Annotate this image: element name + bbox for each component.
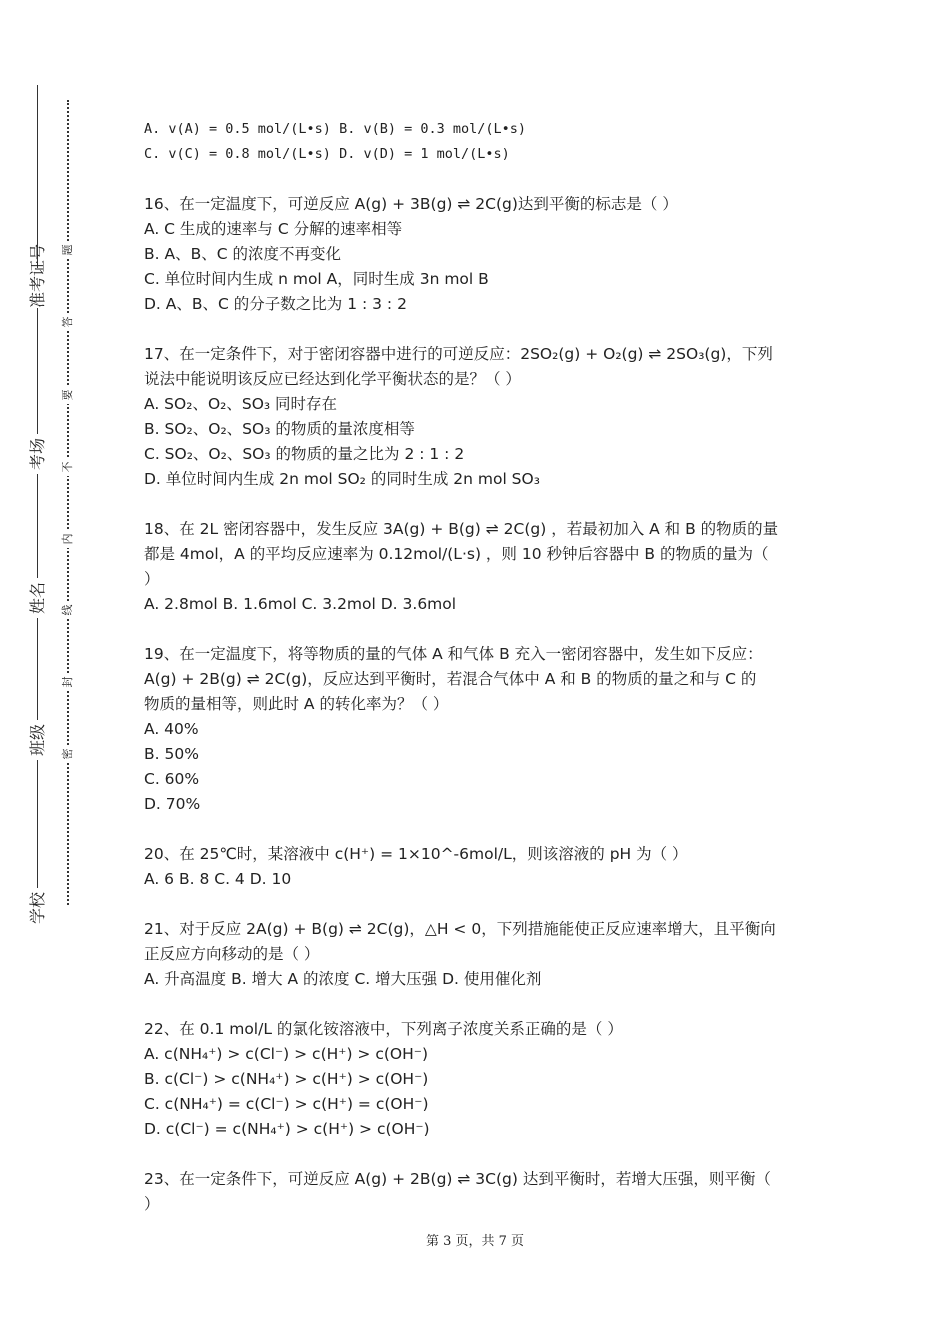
q16-option-d: D. A、B、C 的分子数之比为 1 : 3 : 2 — [144, 295, 407, 313]
q19-option-a: A. 40% — [144, 720, 199, 738]
q22-option-b: B. c(Cl⁻) > c(NH₄⁺) > c(H⁺) > c(OH⁻) — [144, 1070, 429, 1088]
q15-options-ab: A. v(A) = 0.5 mol/(L•s) B. v(B) = 0.3 mol/(L•s) — [144, 121, 527, 137]
binding-solid-line — [37, 85, 38, 920]
q17-option-a: A. SO₂、O₂、SO₃ 同时存在 — [144, 395, 338, 413]
q18-options: A. 2.8mol B. 1.6mol C. 3.2mol D. 3.6mol — [144, 595, 457, 613]
seal-char: 题 — [61, 241, 75, 259]
q22-stem: 22、在 0.1 mol/L 的氯化铵溶液中，下列离子浓度关系正确的是（ ） — [144, 1020, 623, 1038]
q19-option-d: D. 70% — [144, 795, 201, 813]
question-content — [144, 117, 814, 1217]
seal-char: 线 — [61, 601, 75, 619]
q16-option-a: A. C 生成的速率与 C 分解的速率相等 — [144, 220, 403, 238]
q22-option-d: D. c(Cl⁻) = c(NH₄⁺) > c(H⁺) > c(OH⁻) — [144, 1120, 430, 1138]
q21-options: A. 升高温度 B. 增大 A 的浓度 C. 增大压强 D. 使用催化剂 — [144, 970, 542, 988]
q15-options-cd: C. v(C) = 0.8 mol/(L•s) D. v(D) = 1 mol/(L•s) — [144, 146, 510, 162]
q19-option-b: B. 50% — [144, 745, 199, 763]
q21-stem: 21、对于反应 2A(g) + B(g) ⇌ 2C(g)，△H < 0，下列措施能使正反应速率增大，且平衡向 — [144, 920, 776, 938]
q18-stem-end: ） — [144, 570, 160, 588]
q16-option-b: B. A、B、C 的浓度不再变化 — [144, 245, 341, 263]
q17-option-b: B. SO₂、O₂、SO₃ 的物质的量浓度相等 — [144, 420, 415, 438]
name-label: 姓名 — [28, 578, 48, 618]
q22-option-c: C. c(NH₄⁺) = c(Cl⁻) > c(H⁺) = c(OH⁻) — [144, 1095, 429, 1113]
q19-stem: 19、在一定温度下，将等物质的量的气体 A 和气体 B 充入一密闭容器中，发生如下反应： — [144, 645, 763, 663]
q20-options: A. 6 B. 8 C. 4 D. 10 — [144, 870, 292, 888]
class-label: 班级 — [28, 720, 48, 760]
q18-stem: 18、在 2L 密闭容器中，发生反应 3A(g) + B(g) ⇌ 2C(g) ，若最初加入 A 和 B 的物质的量 — [144, 520, 779, 538]
q17-option-c: C. SO₂、O₂、SO₃ 的物质的量之比为 2 : 1 : 2 — [144, 445, 465, 463]
seal-char: 密 — [61, 745, 75, 763]
q17-stem: 17、在一定条件下，对于密闭容器中进行的可逆反应：2SO₂(g) + O₂(g) ⇌ 2SO₃(g)，下列 — [144, 345, 773, 363]
q21-stem-cont: 正反应方向移动的是（ ） — [144, 945, 320, 963]
binding-margin — [0, 0, 110, 1344]
q20-stem: 20、在 25℃时，某溶液中 c(H⁺) = 1×10^-6mol/L，则该溶液的 pH 为（ ） — [144, 845, 688, 863]
exam-room-label: 考场 — [28, 434, 48, 474]
q19-option-c: C. 60% — [144, 770, 200, 788]
school-label: 学校 — [28, 888, 48, 928]
q16-option-c: C. 单位时间内生成 n mol A，同时生成 3n mol B — [144, 270, 489, 288]
q23-stem: 23、在一定条件下，可逆反应 A(g) + 2B(g) ⇌ 3C(g) 达到平衡时，若增大压强，则平衡（ — [144, 1170, 771, 1188]
seal-char: 不 — [61, 458, 75, 476]
seal-char: 答 — [61, 313, 75, 331]
q23-stem-end: ） — [144, 1195, 160, 1213]
q16-stem: 16、在一定温度下，可逆反应 A(g) + 3B(g) ⇌ 2C(g)达到平衡的标志是（ ） — [144, 195, 678, 213]
exam-number-label: 准考证号 — [28, 243, 47, 308]
q22-option-a: A. c(NH₄⁺) > c(Cl⁻) > c(H⁺) > c(OH⁻) — [144, 1045, 429, 1063]
q19-stem-cont: A(g) + 2B(g) ⇌ 2C(g)，反应达到平衡时，若混合气体中 A 和 B 的物质的量之和与 C 的 — [144, 670, 757, 688]
q17-option-d: D. 单位时间内生成 2n mol SO₂ 的同时生成 2n mol SO₃ — [144, 470, 540, 488]
seal-char: 封 — [61, 673, 75, 691]
seal-dotted-line — [67, 100, 69, 905]
q18-stem-cont: 都是 4mol，A 的平均反应速率为 0.12mol/(L·s) ，则 10 秒钟后容器中 B 的物质的量为（ — [144, 545, 769, 563]
page-number: 第 3 页，共 7 页 — [425, 1234, 525, 1249]
q17-stem-cont: 说法中能说明该反应已经达到化学平衡状态的是？（ ） — [144, 370, 521, 388]
seal-char: 内 — [61, 530, 75, 548]
seal-char: 要 — [61, 386, 75, 404]
q19-stem-end: 物质的量相等，则此时 A 的转化率为？（ ） — [144, 695, 449, 713]
